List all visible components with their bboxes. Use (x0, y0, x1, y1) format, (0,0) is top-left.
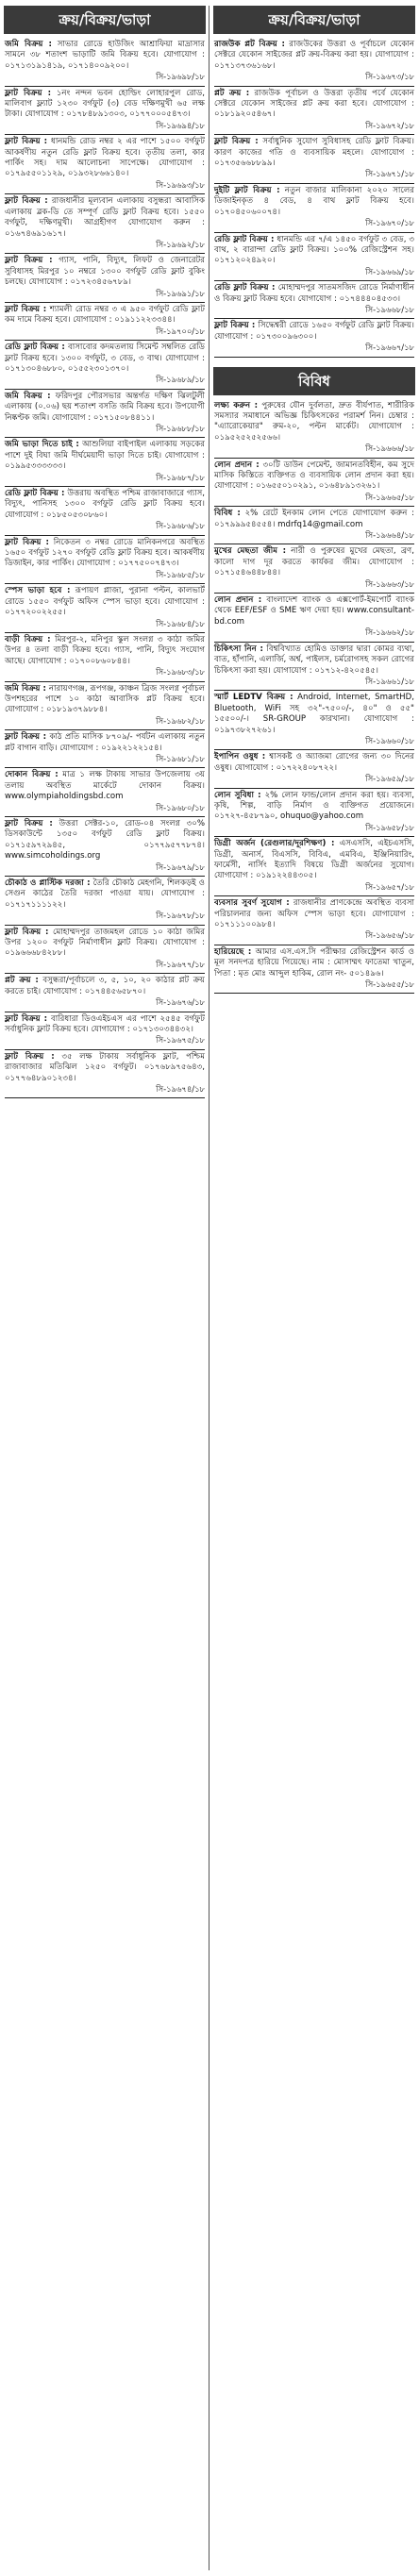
ad-code: সি-১৯৬৮৫/১৮ (156, 569, 205, 579)
ad-body: শ্বাসকষ্ট ও অ্যাজমা রোগের জন্য ৩০ দিনের ওষুধ। যোগাযোগ : ০১৭২২৪০৮৭২২। (214, 752, 414, 773)
ad-keyword: লোন সুবিধা : (214, 790, 261, 800)
ad-keyword: দুইটি ফ্লাট বিক্রয় : (214, 185, 280, 195)
ad-keyword: ফ্লাট বিক্রয় : (214, 321, 256, 331)
ad-keyword: ডিগ্রী অর্জন (রেগুলার/দূরশিক্ষণ) : (214, 839, 335, 849)
classified-ad (5, 194, 205, 254)
ad-list (213, 395, 415, 995)
right-column (213, 6, 415, 994)
ad-keyword: রাজউক প্লট বিক্রয় : (214, 40, 285, 49)
ad-body: উত্তরায় অবস্থিত পশ্চিম রাজাবাজারে গ্যাস, বিদ্যুৎ, পানিসহ ১৩০০ বর্গফুট রেডি ফ্লাট বিক্রয় হবে। যোগাযোগ : ০১৮৫০৫৩০৮৬০। (5, 489, 206, 520)
ad-code: সি-১৯৬৮৩/১৮ (156, 667, 205, 677)
ad-code: সি-১৯৬৭১/১৮ (365, 169, 414, 179)
ad-body: ২% লোন ফান্ড/লোন প্রদান করা হয়। ব্যবসা, কৃষি, শিল্প, বাড়ি নির্মাণ ও ব্যক্তিগত প্রয়োজনে। ০১৭২৭-৪৫৮৭৯০, ohuquo@yahoo.com (214, 790, 414, 822)
classified-ad (5, 38, 205, 87)
classified-ad (5, 536, 205, 585)
ad-code: সি-১৯৬৭৭/১৮ (156, 959, 205, 969)
ad-keyword: ব্যবসার সুবর্ণ সুযোগ : (214, 898, 290, 909)
classified-ad (5, 135, 205, 194)
misc-section (213, 367, 415, 995)
classified-ad (5, 682, 205, 731)
ad-body: কাঠ প্রতি মাসিক ৮৭০৯/- পর্যটন এলাকায় নতুন প্লট বাগান বাড়ি। যোগাযোগ : ০১৯২২১২২১৫৪। (5, 732, 205, 753)
classified-ad (214, 594, 414, 643)
ad-code: সি-১৯৬৮৭/১৮ (156, 472, 205, 482)
classified-ad (5, 584, 205, 633)
ad-keyword: ফ্লাট বিক্রয় : (5, 927, 49, 937)
ad-code: সি-১৯৬৬৮/১৮ (365, 304, 414, 314)
ad-body: সিদ্ধেশ্বরী রোডে ১৬৫০ বর্গফুট রেডি ফ্লাট বিক্রয়। যোগাযোগ : ০১৭৩০০৯৬৩০০। (214, 321, 414, 342)
classified-ad (214, 643, 414, 692)
ad-body: রাজধানীর মূল্যবান এলাকায় বসুন্ধরা আবাসিক এলাকায় ব্লক-ডি তে সম্পূর্ণ রেডি ফ্লাট বিক্রয় হবে। ১৫৫০ বর্গফুট, দক্ষিণমুখী। আগ্রহীগণ যোগাযোগ করুন : ০১৬৭৪৬৯১৬১৭। (5, 196, 205, 239)
ad-keyword: ফ্লাট বিক্রয় : (5, 88, 52, 98)
classified-ad (5, 730, 205, 768)
classified-ad (5, 768, 205, 817)
misc-heading: বিবিধ (213, 367, 415, 395)
ad-keyword: ফ্লাট বিক্রয় : (214, 137, 259, 147)
classified-ad (5, 87, 205, 136)
ad-code: সি-১৯৬৮৮/১৮ (156, 424, 205, 433)
ad-code: সি-১৯৬৭৬/১৮ (156, 997, 205, 1008)
classified-ad (214, 544, 414, 594)
ad-keyword: বাড়ী বিক্রয় : (5, 634, 51, 644)
ad-code: সি-১৯৬৭৩/১৮ (365, 72, 414, 82)
ad-keyword: মুখের মেছতা জীম : (214, 546, 286, 557)
classified-ad (5, 877, 205, 926)
ad-code: সি-১৯৬৭৯/১৮ (156, 861, 205, 872)
ad-keyword: লোন প্রদান : (214, 460, 260, 470)
ad-body: বিশ্ববিখ্যাত হোমিও ডাক্তার দ্বারা কোমর ব্যথা, বাত, হাঁপানি, এলার্জি, অর্শ্ব, পাইলস, চর্মরোগসহ সকল রোগের চিকিৎসা করা হয়। যোগাযোগ : ০১৭১২-৪২০৫৪৫। (214, 644, 414, 676)
ad-code: সি-১৯৬৮৪/১৮ (156, 618, 205, 628)
ad-body: সাভার রোডে হাউজিং আশ্রাফিয়া মাদ্রাসার সামনে ৩৮ শতাংশ ভাড়াটি জমি বিক্রয় হবে। যোগাযোগ : ০১৭১৩১৯১৪১৯, ০১৭১৪০০৯২০০। (5, 40, 205, 71)
section-heading: ক্রয়/বিক্রয়/ভাড়া (4, 6, 206, 34)
classified-ad (214, 233, 414, 282)
ad-keyword: লক্ষ্য করুন : (214, 400, 259, 410)
ad-body: মোহাম্মদপুর সাতমসজিদ রোডে নির্মাণাধীন ও বিক্রয় ফ্লাট বিক্রয় হবে। যোগাযোগ : ০১৭৪৪৪০৪৫৩৩। (214, 283, 414, 304)
ad-keyword: ফ্লাট বিক্রয় : (5, 304, 47, 314)
classified-ad (214, 281, 414, 319)
ad-code: সি-১৯৬৯৪/১৮ (156, 120, 205, 130)
ad-code: সি-১৯৬৭৮/১৮ (156, 911, 205, 921)
left-column (4, 6, 206, 1098)
ad-keyword: প্লট ক্রয় : (214, 88, 250, 98)
classified-ad (5, 817, 205, 877)
ad-keyword: স্মার্ট LEDTV বিক্রয় : (214, 693, 293, 703)
ad-body: বাসাবোর কদমতলায় সিমেন্ট সম্বলিত রেডি ফ্লাট বিক্রয় হবে। ১৩০০ বর্গফুট, ৩ বেড, ৩ বাথ। যোগাযোগ : ০১৭১৩০৪৬৮৮০, ০১৫৫২৩০১৩৭০। (5, 343, 205, 374)
classified-ad (214, 459, 414, 508)
classified-ad (5, 633, 205, 682)
ad-code: সি-১৯৬৫৫/১৮ (365, 979, 414, 990)
ad-keyword: ইপাপিন ওষুধ : (214, 752, 266, 762)
classified-ad (5, 254, 205, 303)
ad-body: বাংলাদেশ ব্যাংক ও এক্সপোর্ট-ইমপোর্ট ব্যাংক থেকে EEF/ESF ও SME ঋণ দেয়া হয়। www.consultant-bd.com (214, 595, 415, 627)
classified-ad (5, 1012, 205, 1050)
ad-code: সি-১৯৬৮২/১৮ (156, 715, 205, 726)
ad-keyword: ফ্লাট বিক্রয় : (5, 137, 48, 147)
ad-keyword: চৌকাঠ ও প্লাস্টিক দরজা : (5, 878, 91, 889)
classified-ad (214, 837, 414, 896)
ad-list (213, 34, 415, 358)
ad-keyword: জমি ভাড়া দিতে চাই : (5, 440, 79, 450)
section-heading: ক্রয়/বিক্রয়/ভাড়া (213, 6, 415, 34)
ad-body: আশুলিয়া বাইপাইল এলাকায় সড়কের পাশে দুই বিঘা জমি দীর্ঘমেয়াদী ভাড়া দিতে চাই। যোগাযোগ : ০১৯৯৫৩৩৩৩৩৩। (5, 440, 205, 472)
ad-keyword: প্লট ক্রয় : (5, 976, 39, 986)
ad-body: পুরুষের যৌন দুর্বলতা, দ্রুত বীর্যপাত, শারীরিক সমস্যার সমাধানে অভিজ্ঞ চিকিৎসকের পরামর্শ নিন। চেম্বার : "এ্যারোকেয়ার" রুম-২০, পল্টন মার্কেট। যোগাযোগ : ০১৯৫২৫২৫২৫৬৬। (214, 400, 415, 443)
ad-body: তৈরি চৌকাঠ মেহগনি, শিলকড়ই ও সেগুন কাঠের তৈরি দরজা পাওয়া যায়। যোগাযোগ : ০১৭১৭১১১১২২। (5, 878, 205, 910)
ad-keyword: জমি বিক্রয় : (5, 40, 52, 49)
ad-body: মাত্র ১ লক্ষ টাকায় সাভার উপজেলায় ৩য় তলায় অবস্থিত মার্কেটে দোকান বিক্রয়। www.olympiaholdingsbd.com (5, 770, 205, 802)
ad-body: বারিধারা ডিওএইচএস এর পাশে ২৫৪৫ বর্গফুট সর্বাধুনিক ফ্লাট বিক্রয় হবে। যোগাযোগ : ০১৭১৩০৩৪৪৩২। (5, 1013, 205, 1034)
ad-body: নারায়ণগঞ্জ, রূপগঞ্জ, কাঞ্চন ব্রিজ সংলগ্ন পূর্বাচল উপশহরের পাশে ১০ কাঠা আবাসিক প্লট বিক্রয় হবে। যোগাযোগ : ০১৮১৯৩৭৯৮৮৪। (5, 683, 205, 715)
ad-body: ফরিদপুর পৌরসভার অন্তর্গত দক্ষিণ ঝিলটুলী এলাকায় (০.০৬) ছয় শতাংশ বসতি জমি বিক্রয় হবে। উপযোগী নিষ্কণ্টক জমি। যোগাযোগ : ০১৭১৫০৮৪৪১১। (5, 391, 205, 423)
ad-code: সি-১৯৬৬২/১৮ (365, 627, 414, 638)
ad-code: সি-১৯৬৬৬/১৮ (365, 443, 414, 454)
ad-code: সি-১৯৬৬৪/১৮ (365, 530, 414, 541)
ad-code: সি-১৯৬৬৩/১৮ (365, 578, 414, 589)
ad-body: এসএসসি, এইচএসসি, ডিগ্রী, অনার্স, বিএসসি, বিবিএ, এমবিএ, ইঞ্জিনিয়ারিং, ফার্মেসী, নার্সিং ইত্যাদি বিষয়ে ডিগ্রী অর্জনের সুযোগ। যোগাযোগ : ০১৯১২২৪৪৩০৫। (214, 839, 415, 881)
ad-body: মিরপুর-২, মনিপুর স্কুল সংলগ্ন ৩ কাঠা জমির উপর ৪ তলা বাড়ী বিক্রয় হবে। গ্যাস, পানি, বিদ্যুৎ সংযোগ আছে। যোগাযোগ : ০১৭০০৮৬০৮৪৪। (5, 634, 205, 666)
classified-ad (214, 945, 414, 995)
classified-ad (214, 691, 414, 750)
ad-code: সি-১৯৬৬৭/১৮ (365, 343, 414, 353)
ad-code: সি-১৯৬৫৮/১৮ (365, 822, 414, 832)
ad-code: সি-১৯৬৮৯/১৮ (156, 375, 205, 385)
ad-code: সি-১৯৬৯৮/১৮ (156, 72, 205, 82)
classified-ad (5, 926, 205, 975)
ad-code: সি-১৯৬৮৬/১৮ (156, 521, 205, 531)
ad-body: ধানমন্ডি এর ৭/এ ১৪৫০ বর্গফুট ৩ বেড, ৩ বাথ, ২ বারান্দা রেডি ফ্লাট বিক্রয়। ১০০% রেজিস্ট্রেশন সহ। ০১৭১২০২৪৯২০। (214, 234, 415, 266)
classified-ad (214, 399, 414, 459)
classified-ad (214, 135, 414, 184)
ad-keyword: ফ্লাট বিক্রয় : (5, 537, 49, 547)
ad-code: সি-১৯৬৯১/১৮ (156, 288, 205, 298)
ad-body: রাজউক পূর্বাচল ও উত্তরা তৃতীয় পর্বে যেকোন সেক্টরে যেকোন সাইজের প্লট ক্রয় করা হবে। যোগাযোগ : ০১৮১৯২০৫৪৬৭। (214, 88, 414, 120)
ad-code: সি-১৯৭০০/১৮ (156, 326, 205, 336)
ad-code: সি-১৯৬৮০/১৮ (156, 802, 205, 812)
ad-code: সি-১৯৬৫৭/১৮ (365, 881, 414, 892)
classified-ad (214, 87, 414, 136)
ad-body: Android, Internet, SmartHD, Bluetooth, WiFi সহ ৩২"-৭৫০০/-, ৪০" ও ৫৫" ১৫৫০০/-। SR-GROUP কারখানা। যোগাযোগ : ০১৯৭৩৮২৭২৬১। (214, 693, 414, 735)
ad-keyword: ফ্লাট বিক্রয় : (5, 819, 53, 828)
classified-ad (214, 184, 414, 233)
ad-keyword: ফ্লাট বিক্রয় : (5, 1051, 55, 1062)
ad-body: ৩৫ লক্ষ টাকায় সর্বাধুনিক ফ্লাট, পশ্চিম রাজাবাজার মতিঝিল ১২৫০ বর্গফুট। ০১৭৬৮৯৭৫৬৪৩, ০১৭৭৬৪৮৯০১২৩৪। (5, 1051, 205, 1083)
ad-keyword: ফ্লাট বিক্রয় : (5, 1013, 48, 1024)
ad-code: সি-১৯৬৬০/১৮ (365, 735, 414, 745)
ad-body: রাজধানীর প্রাণকেন্দ্রে অবস্থিত ব্যবসা পরিচালনার জন্য অফিস স্পেস ভাড়া হবে। যোগাযোগ : ০১৭১১১০০৯৮৪। (214, 898, 414, 930)
ad-keyword: রেডি ফ্লাট বিক্রয় : (214, 234, 275, 244)
ad-body: রূপায়ণ প্লাজা, পুরানা পল্টন, কালভার্ট রোডে ১৫৫০ বর্গফুট অফিস স্পেস ভাড়া হবে। যোগাযোগ : ০১৭৭২০০২২৫৫। (5, 586, 205, 618)
ad-keyword: স্পেস ভাড়া হবে : (5, 586, 71, 596)
ad-body: গ্যাস, পানি, বিদ্যুৎ, লিফট ও জেনারেটর সুবিধাসহ মিরপুর ১০ নম্বরে ১৩০০ বর্গফুট রেডি ফ্লাট বুকিং চলছে। যোগাযোগ : ০১৭২৩৪৫৬৭৮৯। (5, 256, 205, 288)
ad-body: ধানমন্ডি রোড নম্বর ২ এর পাশে ১৫০০ বর্গফুট আকর্ষণীয় নতুন রেডি ফ্লাট বিক্রয় হবে। তৃতীয় তলা, কার পার্কিং সহ। দাম আলোচনা সাপেক্ষে। যোগাযোগ : ০১৭৯৫৫০১১২৯, ০১৯৩২৮৬৬১৪০। (5, 137, 205, 179)
ad-code: সি-১৯৬৭২/১৮ (365, 120, 414, 130)
ad-code: সি-১৯৬৫৬/১৮ (365, 930, 414, 941)
ad-body: আমার এস.এস.সি পরীক্ষার রেজিস্ট্রেশন কার্ড ও মূল সনদপত্র হারিয়ে গিয়েছে। নাম : মোসাম্মৎ ফাতেমা খাতুন, পিতা : মৃত মোঃ আব্দুল হাকিম, রোল নং- ৫০১৪৯৬। (214, 946, 414, 979)
classified-ad (214, 38, 414, 87)
ad-keyword: ফ্লাট বিক্রয় : (5, 196, 48, 207)
ad-keyword: রেডি ফ্লাট বিক্রয় : (5, 489, 65, 499)
classified-ad (214, 896, 414, 945)
ad-body: সর্বাধুনিক সুযোগ সুবিধাসহ রেডি ফ্লাট বিক্রয়। কারণ কাজের গতি ও ব্যবসায়িক মহলে। যোগাযোগ : ০১৭৩৫৬৬৮৮৯৯। (214, 137, 414, 169)
ad-body: নিকেতন ৩ নম্বর রোডে মানিকনগরে অবস্থিত ১৬৫০ বর্গফুট ১২৭০ বর্গফুট রেডি ফ্লাট বিক্রয় হবে। আকর্ষণীয় ডিজাইন, কার পার্কিং। যোগাযোগ : ০১৭৭৫০০৭৪৭৩। (5, 537, 205, 569)
ad-keyword: জমি বিক্রয় : (5, 391, 51, 401)
ad-code: সি-১৯৬৮১/১৮ (156, 753, 205, 763)
ad-body: রাজউকের উত্তরা ও পূর্বাচলে যেকোন সেক্টরে যেকোন সাইজের প্লট ক্রয়-বিক্রয় করা হয়। যোগাযোগ : ০১৭১৩৭৩৬১৬৮। (214, 40, 415, 71)
classified-ad (214, 789, 414, 838)
classified-ad (5, 303, 205, 341)
ad-keyword: বিবিধ : (214, 509, 241, 519)
ad-code: সি-১৯৬৯৩/১৮ (156, 179, 205, 190)
ad-code: সি-১৯৬৬১/১৮ (365, 676, 414, 686)
ad-keyword: হারিয়েছে : (214, 946, 252, 957)
ad-code: সি-১৯৬৯২/১৮ (156, 239, 205, 249)
ad-body: বসুন্ধরা/পূর্বাচলে ৩, ৫, ১০, ২০ কাঠার প্লট ক্রয় করতে চাই। যোগাযোগ : ০১৭৪৪৫৬৫৮৭০। (5, 976, 205, 996)
ad-keyword: রেডি ফ্লাট বিক্রয় : (5, 343, 65, 353)
ad-body: নতুন বাজার মালিকানা ২০২০ সালের ডিজাইনকৃত ৪ বেড, ৪ বাথ ফ্লাট বিক্রয় হবে। ০১৭০৪৫০৬০০৭৪। (214, 185, 414, 217)
classified-ad (5, 341, 205, 390)
ad-body: শ্যামলী রোড নম্বর ৩ এ ৯৫০ বর্গফুট রেডি ফ্লাট কম দামে বিক্রয় হবে। যোগাযোগ : ০১৯১১২২৩৩৪৪। (5, 304, 205, 326)
ad-list (4, 34, 206, 1098)
classified-ad (5, 438, 205, 487)
ad-body: নারী ও পুরুষের মুখের মেছতা, ব্রণ, কালো দাগ দূর করতে কার্যকর জীম। যোগাযোগ : ০১৭১৫৪৬৪৪৮৪৪। (214, 546, 414, 578)
ad-code: সি-১৯৬৬৯/১৮ (365, 266, 414, 276)
classified-ad (5, 390, 205, 439)
ad-keyword: জমি বিক্রয় : (5, 683, 46, 694)
ad-keyword: ফ্লাট বিক্রয় : (5, 256, 53, 266)
classified-ad (5, 974, 205, 1012)
ad-code: সি-১৯৬৭৫/১৮ (156, 1035, 205, 1045)
ad-code: সি-১৯৬৬৫/১৮ (365, 492, 414, 502)
ad-keyword: চিকিৎসা নিন : (214, 644, 263, 654)
column-divider (209, 6, 210, 2570)
classified-ad (5, 1050, 205, 1099)
ad-body: ৩০টি ডাউন পেমেন্ট, জামানতবিহীন, কম সুদে মাসিক কিস্তিতে ব্যক্তিগত ও ব্যবসায়িক লোন প্রদান করা হয়। যোগাযোগ : ০১৬৫৫০১০২৯১, ০১৬৪৮৯১৩২৬১। (214, 460, 415, 492)
ad-keyword: ফ্লাট বিক্রয় : (5, 732, 47, 743)
ad-body: ২% রেটে ইনকাম লোন পেতে যোগাযোগ করুন : ০১৭৯৯৯৫৪৫৫৪। mdrfq14@gmail.com (214, 509, 415, 529)
ad-keyword: রেডি ফ্লাট বিক্রয় : (214, 283, 276, 293)
ad-code: সি-১৯৬৭৪/১৮ (156, 1083, 205, 1094)
classified-ad (214, 750, 414, 788)
ad-code: সি-১৯৬৫৯/১৮ (365, 774, 414, 784)
ad-body: ১নং নন্দন ভবন হোল্ডিং লোহারপুল রোড, মালিবাগ ফ্ল্যাট ১২৩০ বর্গফুট (৩) বেড দক্ষিণমুখী ৬৫ লক্ষ টাকা। যোগাযোগ : ০১৭৮৪৮৯১৩০৩, ০১৭৭০০০৫৪৭৩। (5, 88, 205, 120)
ad-keyword: লোন প্রদান : (214, 595, 262, 606)
ad-code: সি-১৯৬৭০/১৮ (365, 218, 414, 228)
classified-ad (5, 487, 205, 536)
ad-body: মোহাম্মদপুর তাজমহল রোডে ১০ কাঠা জমির উপর ১২০০ বর্গফুট নির্মাণাধীন ফ্লাট বিক্রয়। যোগাযোগ : ০১৯৬৬৬৮৪২৮৮। (5, 927, 205, 959)
classified-ad (214, 319, 414, 357)
ad-body: উত্তরা সেক্টর-১০, রোড-০৪ সংলগ্ন ৩০% ডিসকাউন্টে ১৩৫০ বর্গফুট রেডি ফ্লাট বিক্রয়। ০১৭১৫৯৭২৯৪৫, ০১৭৭৯৫৭৭৮৭৪। www.simcoholdings.org (5, 819, 205, 861)
ad-keyword: দোকান বিক্রয় : (5, 770, 59, 780)
classified-ad (214, 507, 414, 544)
